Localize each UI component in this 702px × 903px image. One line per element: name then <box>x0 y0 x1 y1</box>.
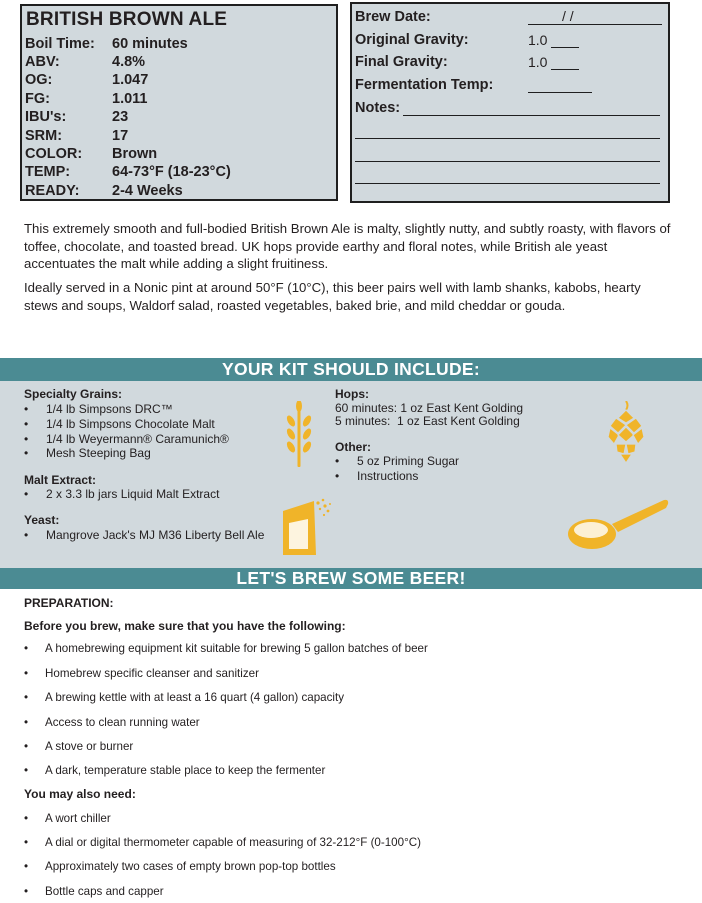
spec-row <box>25 35 188 53</box>
spec-label: Boil Time: <box>25 36 95 52</box>
spec-label: COLOR: <box>25 146 83 162</box>
spec-value: 1.011 <box>112 91 148 107</box>
brew-date-line[interactable] <box>528 24 662 25</box>
spec-value: 17 <box>112 128 129 144</box>
list-item: • A brewing kettle with at least a 16 quart (4 gallon) capacity <box>24 691 345 704</box>
list-item-text: Mangrove Jack's MJ M36 Liberty Bell Ale <box>46 528 265 542</box>
list-item-text: A dial or digital thermometer capable of measuring of 32-212°F (0-100°C) <box>45 836 421 849</box>
spec-row <box>25 108 128 126</box>
hops-heading: Hops: <box>335 387 369 401</box>
list-item-text: 2 x 3.3 lb jars Liquid Malt Extract <box>46 487 220 501</box>
brew-date-slashes: / / <box>562 8 574 24</box>
list-item-text: A dark, temperature stable place to keep the fermenter <box>45 764 326 777</box>
kit-panel <box>0 381 702 568</box>
list-item-text: 1/4 lb Weyermann® Caramunich® <box>46 432 229 446</box>
notes-label: Notes: <box>355 100 401 116</box>
list-item: • 5 oz Priming Sugar <box>335 454 460 468</box>
grains-heading: Specialty Grains: <box>24 387 123 401</box>
list-item: • A dark, temperature stable place to keep the fermenter <box>24 764 326 777</box>
list-item-text: 1/4 lb Simpsons DRC™ <box>46 402 173 416</box>
spec-value: Brown <box>112 146 158 162</box>
spec-value: 1.047 <box>112 72 149 88</box>
list-item-text: A homebrewing equipment kit suitable for brewing 5 gallon batches of beer <box>45 642 428 655</box>
hops-item: 60 minutes: 1 oz East Kent Golding <box>335 401 524 415</box>
spec-label: IBU's: <box>25 109 67 125</box>
yeast-packet-icon <box>280 497 332 557</box>
spec-value: 2-4 Weeks <box>112 183 183 199</box>
list-item-text: 1/4 lb Simpsons Chocolate Malt <box>46 417 215 431</box>
og-line[interactable] <box>551 47 579 48</box>
list-item-text: Homebrew specific cleanser and sanitizer <box>45 667 259 680</box>
list-item: • Access to clean running water <box>24 716 200 729</box>
spec-label: ABV: <box>25 54 60 70</box>
list-item: • 1/4 lb Simpsons DRC™ <box>24 402 173 416</box>
spec-row <box>25 182 183 200</box>
list-item-text: A stove or burner <box>45 740 134 753</box>
fg-prefix: 1.0 <box>528 54 548 70</box>
fg-line[interactable] <box>551 69 579 70</box>
list-item-text: Instructions <box>357 469 419 483</box>
brew-date-label: Brew Date: <box>355 9 431 25</box>
yeast-heading: Yeast: <box>24 513 60 527</box>
serving-paragraph: Ideally served in a Nonic pint at around 50°F (10°C), this beer pairs well with lamb shanks, kabobs, hearty stews and soups, Waldorf salad, roasted vegetables, baked brie, and mild cheddar or gouda. <box>24 280 641 313</box>
also-need-heading: You may also need: <box>24 787 136 801</box>
spec-value: 4.8% <box>112 54 146 70</box>
brew-log-box <box>350 2 670 203</box>
spec-row <box>25 71 148 89</box>
kit-banner: YOUR KIT SHOULD INCLUDE: <box>0 358 702 381</box>
spec-value: 60 minutes <box>112 36 188 52</box>
list-item: • 1/4 lb Weyermann® Caramunich® <box>24 432 229 446</box>
list-item: • A dial or digital thermometer capable of measuring of 32-212°F (0-100°C) <box>24 836 421 849</box>
list-item: • 2 x 3.3 lb jars Liquid Malt Extract <box>24 487 220 501</box>
description-paragraph: This extremely smooth and full-bodied British Brown Ale is malty, slightly nutty, and subtly roasty, with flavors of toffee, chocolate, and toasted bread. UK hops provide earthy and floral notes, while British ale yeast accentuates the malt while adding a slight fruitiness. <box>24 221 671 272</box>
sugar-spoon-icon <box>568 496 670 552</box>
hops-item: 5 minutes: 1 oz East Kent Golding <box>335 414 520 428</box>
list-item: • Mesh Steeping Bag <box>24 446 151 460</box>
list-item-text: A brewing kettle with at least a 16 quart (4 gallon) capacity <box>45 691 345 704</box>
spec-label: OG: <box>25 72 53 88</box>
list-item: • 1/4 lb Simpsons Chocolate Malt <box>24 417 215 431</box>
og-prefix: 1.0 <box>528 32 548 48</box>
list-item-text: Approximately two cases of empty brown pop-top bottles <box>45 860 336 873</box>
spec-label: FG: <box>25 91 50 107</box>
notes-line[interactable] <box>403 115 660 116</box>
spec-value: 64-73°F (18-23°C) <box>112 164 231 180</box>
og-label: Original Gravity: <box>355 32 469 48</box>
wheat-icon <box>282 401 316 467</box>
spec-row <box>25 145 157 163</box>
list-item-text: Bottle caps and capper <box>45 885 164 898</box>
spec-label: READY: <box>25 183 80 199</box>
notes-line[interactable] <box>355 138 660 139</box>
spec-value: 23 <box>112 109 129 125</box>
ferm-temp-label: Fermentation Temp: <box>355 77 494 93</box>
spec-row <box>25 53 145 71</box>
list-item-text: Mesh Steeping Bag <box>46 446 151 460</box>
beer-title: BRITISH BROWN ALE <box>26 9 228 30</box>
list-item-text: 5 oz Priming Sugar <box>357 454 460 468</box>
list-item: • Approximately two cases of empty brown pop-top bottles <box>24 860 336 873</box>
list-item-text: Access to clean running water <box>45 716 200 729</box>
list-item: • Instructions <box>335 469 419 483</box>
list-item: • A wort chiller <box>24 812 111 825</box>
preparation-heading: PREPARATION: <box>24 596 114 610</box>
list-item: • Mangrove Jack's MJ M36 Liberty Bell Ale <box>24 528 265 542</box>
need-heading: Before you brew, make sure that you have the following: <box>24 619 346 633</box>
list-item: • Bottle caps and capper <box>24 885 164 898</box>
list-item: • A homebrewing equipment kit suitable for brewing 5 gallon batches of beer <box>24 642 428 655</box>
spec-label: TEMP: <box>25 164 71 180</box>
spec-row <box>25 90 148 108</box>
malt-heading: Malt Extract: <box>24 473 97 487</box>
spec-row <box>25 163 231 181</box>
recipe-spec-box <box>20 4 338 201</box>
list-item-text: A wort chiller <box>45 812 111 825</box>
notes-line[interactable] <box>355 161 660 162</box>
notes-line[interactable] <box>355 183 660 184</box>
list-item: • Homebrew specific cleanser and sanitizer <box>24 667 259 680</box>
fg-label: Final Gravity: <box>355 54 448 70</box>
other-heading: Other: <box>335 440 371 454</box>
ferm-temp-line[interactable] <box>528 92 592 93</box>
brew-banner: LET'S BREW SOME BEER! <box>0 568 702 589</box>
list-item: • A stove or burner <box>24 740 134 753</box>
spec-row <box>25 127 128 145</box>
hops-icon <box>606 401 646 467</box>
spec-label: SRM: <box>25 128 63 144</box>
